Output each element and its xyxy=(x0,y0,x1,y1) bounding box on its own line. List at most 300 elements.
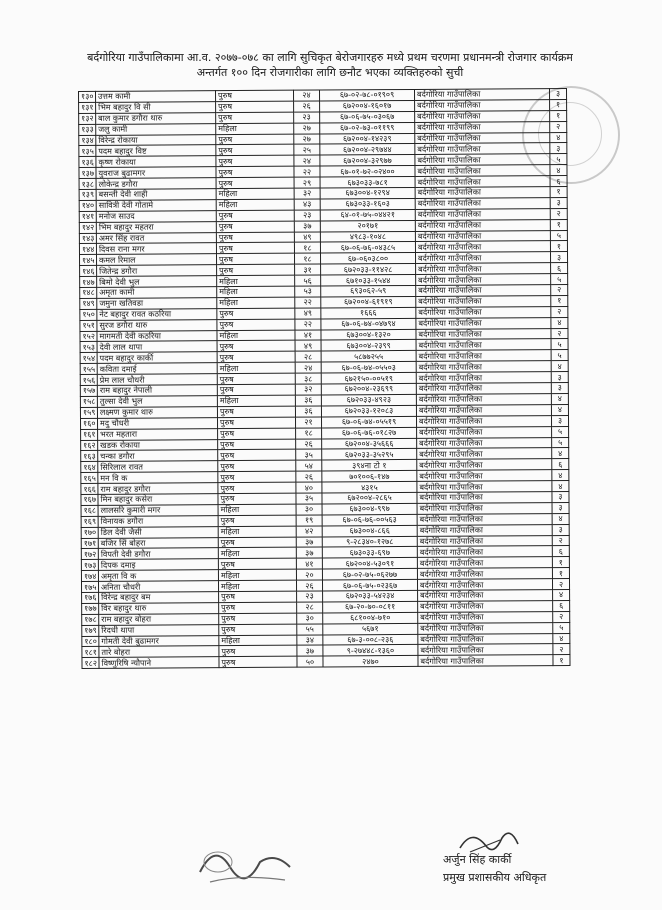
serial-cell: १५९ xyxy=(80,407,97,418)
table-row xyxy=(82,655,570,669)
municipality-cell: बर्दगोरिया गाउँपालिका xyxy=(415,143,550,155)
ward-cell: ३ xyxy=(552,524,569,535)
age-cell: ३५ xyxy=(296,449,322,460)
gender-cell: महिला xyxy=(217,297,295,308)
serial-cell: १५६ xyxy=(80,375,97,386)
municipality-cell: बर्दगोरिया गाउँपालिका xyxy=(418,644,553,656)
age-cell: ४० xyxy=(296,482,322,493)
age-cell: ५३ xyxy=(295,286,321,297)
age-cell: २२ xyxy=(295,297,321,308)
gender-cell: पुरुष xyxy=(218,515,296,526)
name-cell: खडक रोकाया xyxy=(98,439,218,451)
serial-cell: १६० xyxy=(80,418,97,429)
serial-cell: १८२ xyxy=(82,658,99,669)
name-cell: अमृता वि क xyxy=(98,570,218,582)
ward-cell: २ xyxy=(550,208,567,219)
ward-cell: २ xyxy=(551,306,568,317)
age-cell: २६ xyxy=(296,471,322,482)
name-cell: सावित्री देवी गोतामे xyxy=(96,200,216,212)
age-cell: ४९ xyxy=(294,232,320,243)
age-cell: २४ xyxy=(293,90,319,101)
citizenship-id-cell: ६७-०२-७८-०१९०९ xyxy=(319,89,414,100)
ward-cell: ४ xyxy=(551,404,568,415)
ward-cell: ५ xyxy=(553,622,570,633)
age-cell: ३४ xyxy=(297,635,323,646)
municipality-cell: बर्दगोरिया गाउँपालिका xyxy=(418,633,553,645)
name-cell: चन्का डगौरा xyxy=(98,450,218,462)
name-cell: भिम बहादुर महतरा xyxy=(96,221,216,233)
ward-cell: २ xyxy=(551,328,568,339)
age-cell: ३० xyxy=(297,613,323,624)
name-cell: दिवस राना मगर xyxy=(96,243,216,255)
citizenship-id-cell: ६९३०६२-५९ xyxy=(321,285,416,296)
municipality-cell: बर्दगोरिया गाउँपालिका xyxy=(416,317,551,329)
citizenship-id-cell: ३९४ना टो १ xyxy=(322,460,417,471)
serial-cell: १३९ xyxy=(79,189,96,200)
gender-cell: पुरुष xyxy=(216,232,294,243)
citizenship-id-cell: ६७-०६-७६-०१८२७ xyxy=(322,427,417,438)
municipality-cell: बर्दगोरिया गाउँपालिका xyxy=(417,448,552,460)
ward-cell: २ xyxy=(552,535,569,546)
ward-cell: १ xyxy=(550,187,567,198)
serial-cell: १८१ xyxy=(82,647,99,658)
gender-cell: महिला xyxy=(218,548,296,559)
name-cell: राम बहादुर बोहरा xyxy=(99,613,219,625)
municipality-cell: बर्दगोरिया गाउँपालिका xyxy=(417,568,552,580)
gender-cell: पुरुष xyxy=(218,460,296,471)
serial-cell: १६८ xyxy=(81,505,98,516)
age-cell: २६ xyxy=(294,101,320,112)
age-cell: २४ xyxy=(295,362,321,373)
name-cell: नेट बहादुर रावत कठरिया xyxy=(97,308,217,320)
serial-cell: १७६ xyxy=(82,592,99,603)
serial-cell: १४३ xyxy=(79,233,96,244)
serial-cell: १३५ xyxy=(79,146,96,157)
municipality-cell: बर्दगोरिया गाउँपालिका xyxy=(417,426,552,438)
citizenship-id-cell: ६७१०३३-१५४४ xyxy=(321,275,416,286)
ward-cell: १ xyxy=(552,557,569,568)
name-cell: प्रेम लाल चौधरी xyxy=(97,374,217,386)
name-cell: राम बहादुर डगौरा xyxy=(98,483,218,495)
municipality-cell: बर्दगोरिया गाउँपालिका xyxy=(415,252,550,264)
gender-cell: पुरुष xyxy=(216,210,294,221)
age-cell: २७ xyxy=(294,134,320,145)
name-cell: लक्ष्मण कुमार थारु xyxy=(97,406,217,418)
citizenship-id-cell: ६७२००४-५३०९१ xyxy=(322,558,417,569)
gender-cell: पुरुष xyxy=(218,450,296,461)
municipality-cell: बर्दगोरिया गाउँपालिका xyxy=(415,121,550,133)
age-cell: ४९ xyxy=(295,308,321,319)
serial-cell: १३४ xyxy=(79,135,96,146)
citizenship-id-cell: ६७२०३३-४९२३ xyxy=(321,394,416,405)
ward-cell: ५ xyxy=(552,426,569,437)
name-cell: कमल रिमाल xyxy=(97,254,217,266)
age-cell: ३५ xyxy=(296,493,322,504)
citizenship-id-cell: ६७-०६-७४-०५५०३ xyxy=(321,362,416,373)
citizenship-id-cell: ६८१००४-७१० xyxy=(323,612,418,623)
serial-cell: १३६ xyxy=(79,157,96,168)
age-cell: ३० xyxy=(296,504,322,515)
name-cell: मिन बहादुर कसेरा xyxy=(98,494,218,506)
age-cell: ३७ xyxy=(297,645,323,656)
municipality-cell: बर्दगोरिया गाउँपालिका xyxy=(416,372,551,384)
ward-cell: १ xyxy=(550,219,567,230)
municipality-cell: बर्दगोरिया गाउँपालिका xyxy=(414,89,549,101)
ward-cell: ५ xyxy=(551,350,568,361)
gender-cell: पुरुष xyxy=(216,90,294,101)
gender-cell: महिला xyxy=(216,188,294,199)
serial-cell: १४८ xyxy=(80,287,97,298)
gender-cell: महिला xyxy=(217,286,295,297)
signatory-name: अर्जुन सिंह कार्की xyxy=(443,853,512,866)
age-cell: १८ xyxy=(294,242,320,253)
title-line-2: अन्तर्गत १०० दिन रोजगारीका लागि छनौट भएका व्यक्तिहरुको सुची xyxy=(196,66,464,79)
name-cell: मनोज साउद xyxy=(96,210,216,222)
age-cell: ५५ xyxy=(297,624,323,635)
serial-cell: १८० xyxy=(82,636,99,647)
ward-cell: ३ xyxy=(550,252,567,263)
age-cell: ५६ xyxy=(295,275,321,286)
municipality-cell: बर्दगोरिया गाउँपालिका xyxy=(418,600,553,612)
serial-cell: १४७ xyxy=(80,277,97,288)
name-cell: डिल देवी जैसी xyxy=(98,526,218,538)
age-cell: २३ xyxy=(294,210,320,221)
ward-cell: ५ xyxy=(552,437,569,448)
municipality-cell: बर्दगोरिया गाउँपालिका xyxy=(417,524,552,536)
signatory-designation: प्रमुख प्रशासकीय अधिकृत xyxy=(443,871,547,884)
citizenship-id-cell: ६७२०३३-१२०८३ xyxy=(321,405,416,416)
age-cell: २३ xyxy=(297,591,323,602)
age-cell: २९ xyxy=(294,177,320,188)
age-cell: २६ xyxy=(296,580,322,591)
official-seal-signature-icon xyxy=(190,832,310,892)
citizenship-id-cell: ६७२००४-२३६९९ xyxy=(321,383,416,394)
name-cell: लालसरि कुमारी मगर xyxy=(98,504,218,516)
citizenship-id-cell: ६७-०६-७६-०४३८५ xyxy=(320,242,415,253)
ward-cell: ४ xyxy=(552,481,569,492)
gender-cell: महिला xyxy=(216,199,294,210)
citizenship-id-cell: ६७२००४-२९७४४ xyxy=(320,144,415,155)
gender-cell: महिला xyxy=(217,275,295,286)
serial-cell: १७१ xyxy=(81,538,98,549)
gender-cell: महिला xyxy=(217,330,295,341)
name-cell: मदु चौधरी xyxy=(97,417,217,429)
citizenship-id-cell: ४३१५ xyxy=(322,481,417,492)
municipality-cell: बर्दगोरिया गाउँपालिका xyxy=(415,198,550,210)
gender-cell: पुरुष xyxy=(219,591,297,602)
name-cell: मागमती देवी कठरिया xyxy=(97,330,217,342)
name-cell: बजिर सिं बोहरा xyxy=(98,537,218,549)
name-cell: युवराज बुढामगर xyxy=(96,167,216,179)
ward-cell: ४ xyxy=(551,317,568,328)
serial-cell: १७५ xyxy=(81,581,98,592)
name-cell: सिरिलाल रावत xyxy=(98,461,218,473)
ward-cell: ३ xyxy=(551,383,568,394)
name-cell: कृष्ण रोकाया xyxy=(96,156,216,168)
name-cell: देवी लाल थापा xyxy=(97,341,217,353)
age-cell: ५४ xyxy=(296,460,322,471)
municipality-cell: बर्दगोरिया गाउँपालिका xyxy=(416,274,551,286)
ward-cell: ३ xyxy=(551,372,568,383)
municipality-cell: बर्दगोरिया गाउँपालिका xyxy=(415,165,550,177)
serial-cell: १३७ xyxy=(79,168,96,179)
municipality-cell: बर्दगोरिया गाउँपालिका xyxy=(416,350,551,362)
citizenship-id-cell: २४७० xyxy=(323,656,418,667)
age-cell: २८ xyxy=(295,351,321,362)
age-cell: ४१ xyxy=(296,558,322,569)
gender-cell: पुरुष xyxy=(216,221,294,232)
ward-cell: ३ xyxy=(549,89,566,100)
gender-cell: पुरुष xyxy=(219,624,297,635)
gender-cell: महिला xyxy=(217,362,295,373)
municipality-cell: बर्दगोरिया गाउँपालिका xyxy=(416,306,551,318)
citizenship-id-cell: ६७२१५०-००५१९ xyxy=(321,373,416,384)
citizenship-id-cell: ६४-०१-७५-०४४२१ xyxy=(320,209,415,220)
serial-cell: १५३ xyxy=(80,342,97,353)
name-cell: बिमो देवी भुल xyxy=(97,276,217,288)
ward-cell: ३ xyxy=(550,143,567,154)
serial-cell: १४६ xyxy=(80,266,97,277)
serial-cell: १७२ xyxy=(81,549,98,560)
name-cell: मन वि क xyxy=(98,472,218,484)
age-cell: २४ xyxy=(294,155,320,166)
name-cell: पदम बहादुर विष्ट xyxy=(96,145,216,157)
citizenship-id-cell: ६७३००४-२३९९ xyxy=(321,340,416,351)
ward-cell: ५ xyxy=(551,274,568,285)
age-cell: २२ xyxy=(295,319,321,330)
citizenship-id-cell: ६७२००४-३२९७७ xyxy=(320,155,415,166)
ward-cell: २ xyxy=(550,121,567,132)
name-cell: उत्तम कामी xyxy=(96,91,216,103)
ward-cell: २ xyxy=(552,579,569,590)
name-cell: राम बहादुर नेपाली xyxy=(97,385,217,397)
ward-cell: १ xyxy=(552,568,569,579)
citizenship-id-cell: ६७-०२-७५-०६२७७ xyxy=(322,569,417,580)
age-cell: २० xyxy=(296,569,322,580)
name-cell: अमर सिंह रावत xyxy=(96,232,216,244)
serial-cell: १७७ xyxy=(82,603,99,614)
age-cell: ३७ xyxy=(296,537,322,548)
citizenship-id-cell: ६७-०६-७६-००५६३ xyxy=(322,514,417,525)
ward-cell: १ xyxy=(551,295,568,306)
citizenship-id-cell: ६७२०३३-११४२८ xyxy=(321,264,416,275)
gender-cell: पुरुष xyxy=(218,558,296,569)
age-cell: ४२ xyxy=(296,526,322,537)
name-cell: अनिता चौधरी xyxy=(98,581,218,593)
gender-cell: पुरुष xyxy=(217,308,295,319)
name-cell: बाल कुमार डगौरा थारु xyxy=(96,112,216,124)
name-cell: विपती देवी डगौरा xyxy=(98,548,218,560)
serial-cell: १३१ xyxy=(79,102,96,113)
ward-cell: ४ xyxy=(553,589,570,600)
age-cell: २२ xyxy=(294,166,320,177)
serial-cell: १४० xyxy=(79,200,96,211)
name-cell: लोकेन्द्र डगौरा xyxy=(96,178,216,190)
name-cell: तारे बोहरा xyxy=(99,646,219,658)
name-cell: बसन्ती देवी शाही xyxy=(96,189,216,201)
citizenship-id-cell: ६७२०३३-३५२९५ xyxy=(322,449,417,460)
name-cell: रिदधी थापा xyxy=(99,624,219,636)
gender-cell: पुरुष xyxy=(216,177,294,188)
serial-cell: १३२ xyxy=(79,113,96,124)
name-cell: भरत महतारा xyxy=(98,428,218,440)
citizenship-id-cell: ६७२००४-६१९१९ xyxy=(321,296,416,307)
citizenship-id-cell: ६७३०३३-६९७ xyxy=(322,547,417,558)
gender-cell: महिला xyxy=(218,504,296,515)
municipality-cell: बर्दगोरिया गाउँपालिका xyxy=(417,481,552,493)
ward-cell: २ xyxy=(551,285,568,296)
municipality-cell: बर्दगोरिया गाउँपालिका xyxy=(415,154,550,166)
gender-cell: महिला xyxy=(216,123,294,134)
serial-cell: १७९ xyxy=(82,625,99,636)
gender-cell: महिला xyxy=(217,395,295,406)
ward-cell: ४ xyxy=(550,165,567,176)
citizenship-id-cell: ६७-०६-७५-०२३६७ xyxy=(322,580,417,591)
citizenship-id-cell: ९-२८३४०-१२७८ xyxy=(322,536,417,547)
name-cell: दिपक दमाइ xyxy=(98,559,218,571)
serial-cell: १७८ xyxy=(82,614,99,625)
name-cell: कविता दमाई xyxy=(97,363,217,375)
municipality-cell: बर्दगोरिया गाउँपालिका xyxy=(417,470,552,482)
ward-cell: २ xyxy=(553,611,570,622)
gender-cell: पुरुष xyxy=(216,156,294,167)
serial-cell: १३८ xyxy=(79,179,96,190)
serial-cell: १४९ xyxy=(80,298,97,309)
citizenship-id-cell: ६७२००४-१६०१७ xyxy=(320,100,415,111)
citizenship-id-cell: ६७-३-००८-२३६ xyxy=(323,634,418,645)
citizenship-id-cell: ६७२००४-२८६५ xyxy=(322,492,417,503)
gender-cell: महिला xyxy=(218,526,296,537)
gender-cell: पुरुष xyxy=(218,471,296,482)
gender-cell: पुरुष xyxy=(219,613,297,624)
gender-cell: महिला xyxy=(219,635,297,646)
age-cell: २६ xyxy=(296,439,322,450)
age-cell: ४१ xyxy=(295,330,321,341)
serial-cell: १६९ xyxy=(81,516,98,527)
age-cell: ३२ xyxy=(294,188,320,199)
serial-cell: १५१ xyxy=(80,320,97,331)
serial-cell: १५५ xyxy=(80,364,97,375)
gender-cell: पुरुष xyxy=(217,417,295,428)
ward-cell: ३ xyxy=(552,502,569,513)
ward-cell: ४ xyxy=(553,633,570,644)
gender-cell: पुरुष xyxy=(217,406,295,417)
name-cell: विरेन्द्र बहादुर बम xyxy=(99,592,219,604)
citizenship-id-cell: २०१७१ xyxy=(320,220,415,231)
serial-cell: १४४ xyxy=(79,244,96,255)
gender-cell: पुरुष xyxy=(218,482,296,493)
serial-cell: १५४ xyxy=(80,353,97,364)
serial-cell: १६४ xyxy=(81,462,98,473)
age-cell: ३७ xyxy=(296,547,322,558)
municipality-cell: बर्दगोरिया गाउँपालिका xyxy=(415,219,550,231)
age-cell: ३७ xyxy=(294,221,320,232)
age-cell: ५० xyxy=(297,656,323,667)
age-cell: १८ xyxy=(296,428,322,439)
ward-cell: ३ xyxy=(552,491,569,502)
municipality-cell: बर्दगोरिया गाउँपालिका xyxy=(417,437,552,449)
citizenship-id-cell: ६७३०३३-७८१ xyxy=(320,177,415,188)
citizenship-id-cell: ६७२००४-३५६६६ xyxy=(322,438,417,449)
serial-cell: १६२ xyxy=(81,440,98,451)
municipality-cell: बर्दगोरिया गाउँपालिका xyxy=(418,611,553,623)
municipality-cell: बर्दगोरिया गाउँपालिका xyxy=(416,415,551,427)
gender-cell: पुरुष xyxy=(216,166,294,177)
municipality-cell: बर्दगोरिया गाउँपालिका xyxy=(417,546,552,558)
gender-cell: पुरुष xyxy=(218,439,296,450)
gender-cell: पुरुष xyxy=(217,264,295,275)
ward-cell: १ xyxy=(550,241,567,252)
citizenship-id-cell: ६७३००४-१३२० xyxy=(321,329,416,340)
municipality-cell: बर्दगोरिया गाउँपालिका xyxy=(416,285,551,297)
citizenship-id-cell: ६७३००४-९९७ xyxy=(322,503,417,514)
municipality-cell: बर्दगोरिया गाउँपालिका xyxy=(415,100,550,112)
municipality-cell: बर्दगोरिया गाउँपालिका xyxy=(416,263,551,275)
gender-cell: पुरुष xyxy=(217,384,295,395)
serial-cell: १६७ xyxy=(81,494,98,505)
citizenship-id-cell: ६७-०६-७४-०५५१९ xyxy=(321,416,416,427)
ward-cell: ५ xyxy=(550,230,567,241)
gender-cell: पुरुष xyxy=(217,319,295,330)
age-cell: ४३ xyxy=(294,199,320,210)
gender-cell: पुरुष xyxy=(219,656,297,667)
name-cell: विर बहादुर थारु xyxy=(99,603,219,615)
gender-cell: पुरुष xyxy=(216,134,294,145)
gender-cell: पुरुष xyxy=(216,254,294,265)
serial-cell: १५२ xyxy=(80,331,97,342)
ward-cell: ६ xyxy=(550,176,567,187)
beneficiary-table xyxy=(78,88,571,669)
ward-cell: ४ xyxy=(550,132,567,143)
gender-cell: महिला xyxy=(218,569,296,580)
name-cell: जमुना खतिवडा xyxy=(97,298,217,310)
municipality-cell: बर्दगोरिया गाउँपालिका xyxy=(418,622,553,634)
ward-cell: ३ xyxy=(551,415,568,426)
gender-cell: महिला xyxy=(218,580,296,591)
municipality-cell: बर्दगोरिया गाउँपालिका xyxy=(415,230,550,242)
municipality-cell: बर्दगोरिया गाउँपालिका xyxy=(415,208,550,220)
citizenship-id-cell: ६७२०३३-५४२३४ xyxy=(323,590,418,601)
gender-cell: पुरुष xyxy=(216,112,294,123)
ward-cell: ६ xyxy=(552,546,569,557)
age-cell: २७ xyxy=(294,123,320,134)
gender-cell: पुरुष xyxy=(216,243,294,254)
citizenship-id-cell: १६६६ xyxy=(321,307,416,318)
municipality-cell: बर्दगोरिया गाउँपालिका xyxy=(418,590,553,602)
ward-cell: १ xyxy=(550,99,567,110)
ward-cell: १ xyxy=(553,655,570,666)
ward-cell: ५ xyxy=(551,339,568,350)
serial-cell: १५७ xyxy=(80,385,97,396)
age-cell: ३१ xyxy=(295,264,321,275)
serial-cell: १६१ xyxy=(81,429,98,440)
serial-cell: १७० xyxy=(81,527,98,538)
ward-cell: ४ xyxy=(552,470,569,481)
name-cell: सुरज डगौरा थारु xyxy=(97,319,217,331)
name-cell: भिम बहादुर वि सी xyxy=(96,102,216,114)
age-cell: २३ xyxy=(294,112,320,123)
name-cell: तुल्सा देवी भुल xyxy=(97,396,217,408)
ward-cell: ४ xyxy=(551,393,568,404)
municipality-cell: बर्दगोरिया गाउँपालिका xyxy=(417,557,552,569)
serial-cell: १४१ xyxy=(79,211,96,222)
ward-cell: ६ xyxy=(552,459,569,470)
gender-cell: पुरुष xyxy=(216,101,294,112)
citizenship-id-cell: ६७३००४-८६६ xyxy=(322,525,417,536)
municipality-cell: बर्दगोरिया गाउँपालिका xyxy=(415,110,550,122)
citizenship-id-cell: ५६७१ xyxy=(323,623,418,634)
age-cell: ४९ xyxy=(295,341,321,352)
